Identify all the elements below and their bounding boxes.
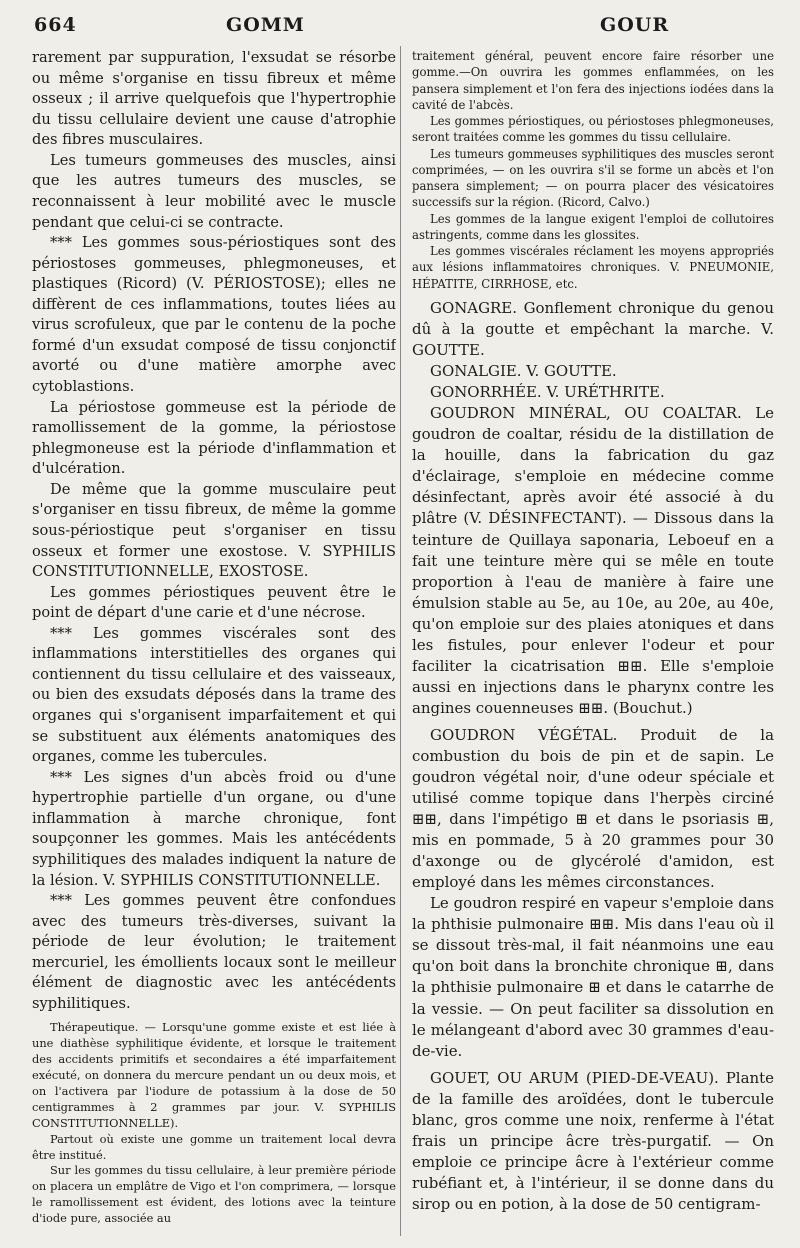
column-divider xyxy=(400,46,401,1236)
paragraph: Sur les gommes du tissu cellulaire, à leur première période on placera un emplâtre de Vigo et l'on comprimera, — lorsque le ramollissement est évident, des lotions avec la teinture d'iode pure, associée au xyxy=(32,1163,396,1226)
left-column xyxy=(32,48,396,1242)
entry-gonalgie: GONALGIE. V. GOUTTE. xyxy=(430,362,617,381)
paragraph: Les tumeurs gommeuses syphilitiques des muscles seront comprimées, — on les ouvrira s'il se forme un abcès et l'on pansera simplement; — on pourra placer des vésicatoires successifs sur la région. (Ricord, Calvo.) xyxy=(412,146,774,210)
paragraph: *** Les signes d'un abcès froid ou d'une hypertrophie partielle d'un organe, ou d'une inflammation à marche chronique, font soupçonner les gommes. Mais les antécédents syphilitiques des malades indiquent la nature de la lésion. V. SYPHILIS CONSTITUTIONNELLE. xyxy=(32,768,396,889)
page-number: 664 xyxy=(34,14,77,36)
paragraph: traitement général, peuvent encore faire résorber une gomme.—On ouvrira les gommes enflammées, on les pansera simplement et l'on fera des injections iodées dans la cavité de l'abcès. xyxy=(412,49,774,112)
paragraph: *** Les gommes peuvent être confondues avec des tumeurs très-diverses, suivant la période de leur évolution; le traitement mercuriel, les émollients locaux sont le meilleur élément de diagnostic avec les antécédents syphilitiques. xyxy=(32,892,396,1012)
entry-goudron-mineral: GOUDRON MINÉRAL, OU COALTAR. Le goudron de coaltar, résidu de la distillation de la houille, dans la fabrication du gaz d'éclairage, s'emploie en médecine comme désinfectant, après avoir été associé à du plâtre (V. DÉSINFECTANT). — Dissous dans la teinture de Quillaya saponaria, Leboeuf en a fait une teinture mère qui se mêle en toute proportion à l'eau de manière à faire une émulsion stable au 5e, au 10e, au 20e, au 40e, qu'on emploie sur des plaies atoniques et dans les fistules, pour enlever l'odeur et pour faciliter la cicatrisation ⊞⊞. Elle s'emploie aussi en injections dans le pharynx contre les angines couenneuses ⊞⊞. (Bouchut.) xyxy=(412,404,774,717)
entry-gouet: GOUET, OU ARUM (PIED-DE-VEAU). Plante de la famille des aroïdées, dont le tubercule blanc, gros comme une noix, renferme à l'état frais un principe âcre très-purgatif. — On emploie ce principe âcre à l'extérieur comme rubéfiant et, à l'intérieur, il se donne dans du sirop ou en potion, à la dose de 50 centigram- xyxy=(412,1068,774,1213)
paragraph: Les tumeurs gommeuses des muscles, ainsi que les autres tumeurs des muscles, se reconnaissent à leur mobilité avec le muscle pendant que celui-ci se contracte. xyxy=(32,151,396,231)
paragraph: Les gommes périostiques peuvent être le point de départ d'une carie et d'une nécrose. xyxy=(32,583,396,622)
entry-gonagre: GONAGRE. Gonflement chronique du genou dû à la goutte et empêchant la marche. V. GOUTTE. xyxy=(412,298,774,360)
running-header xyxy=(28,14,772,42)
paragraph: Les gommes périostiques, ou périostoses phlegmoneuses, seront traitées comme les gommes du tissu cellulaire. xyxy=(412,114,774,145)
paragraph: De même que la gomme musculaire peut s'organiser en tissu fibreux, de même la gomme sous-périostique peut s'organiser en tissu osseux et former une exostose. V. SYPHILIS CONSTITUTIONNELLE, EXOSTOSE. xyxy=(32,480,396,581)
paragraph: *** Les gommes viscérales sont des inflammations interstitielles des organes qui contiennent du tissu cellulaire et des vaisseaux, ou bien des exsudats déposés dans la trame des organes qui s'organisent imparfaitement et qui se substituent aux éléments anatomiques des organes, comme les tubercules. xyxy=(32,624,396,766)
paragraph: *** Les gommes sous-périostiques sont des périostoses gommeuses, phlegmoneuses, et plastiques (Ricord) (V. PÉRIOSTOSE); elles ne diffèrent de ces inflammations, toutes liées au virus scrofuleux, que par le contenu de la poche formé d'un exsudat composé de tissu conjonctif avorté ou d'une matière amorphe avec cytoblastions. xyxy=(32,234,396,395)
entry-gonorrhee: GONORRHÉE. V. URÉTHRITE. xyxy=(430,383,665,402)
left-guide-word: GOMM xyxy=(226,14,305,36)
paragraph: rarement par suppuration, l'exsudat se résorbe ou même s'organise en tissu fibreux et même osseux ; il arrive quelquefois que l'hypertrophie du tissu cellulaire devient une cause d'atrophie des fibres musculaires. xyxy=(32,49,396,149)
paragraph: La périostose gommeuse est la période de ramollissement de la gomme, la périostose phlegmoneuse est la période d'inflammation et d'ulcération. xyxy=(32,398,396,478)
right-guide-word: GOUR xyxy=(600,14,670,36)
entry-goudron-vegetal: GOUDRON VÉGÉTAL. Produit de la combustion du bois de pin et de sapin. Le goudron végétal noir, d'une odeur spéciale et utilisé comme topique dans l'herpès circiné ⊞⊞, dans l'impétigo ⊞ et dans le psoriasis ⊞, mis en pommade, 5 à 20 grammes pour 30 d'axonge ou de glycérolé d'amidon, est employé dans les mêmes circonstances. xyxy=(412,725,774,892)
paragraph: Les gommes viscérales réclament les moyens appropriés aux lésions inflammatoires chroniques. V. PNEUMONIE, HÉPATITE, CIRRHOSE, etc. xyxy=(412,244,774,291)
paragraph: Thérapeutique. — Lorsqu'une gomme existe et est liée à une diathèse syphilitique évidente, et lorsque le traitement des accidents primitifs et secondaires a été imparfaitement exécuté, on donnera du mercure pendant un ou deux mois, et on l'activera par l'iodure de potassium à la dose de 50 centigrammes à 2 grammes par jour. V. SYPHILIS CONSTITUTIONNELLE). xyxy=(32,1020,396,1130)
paragraph: Partout où existe une gomme un traitement local devra être institué. xyxy=(32,1131,396,1162)
paragraph: Le goudron respiré en vapeur s'emploie dans la phthisie pulmonaire ⊞⊞. Mis dans l'eau où il se dissout très-mal, il fait néanmoins une eau qu'on boit dans la bronchite chronique ⊞, dans la phthisie pulmonaire ⊞ et dans le catarrhe de la vessie. — On peut faciliter sa dissolution en le mélangeant d'abord avec 30 grammes d'eau-de-vie. xyxy=(412,894,774,1060)
paragraph: Les gommes de la langue exigent l'emploi de collutoires astringents, comme dans les glossites. xyxy=(412,211,774,242)
right-column xyxy=(412,48,774,1242)
